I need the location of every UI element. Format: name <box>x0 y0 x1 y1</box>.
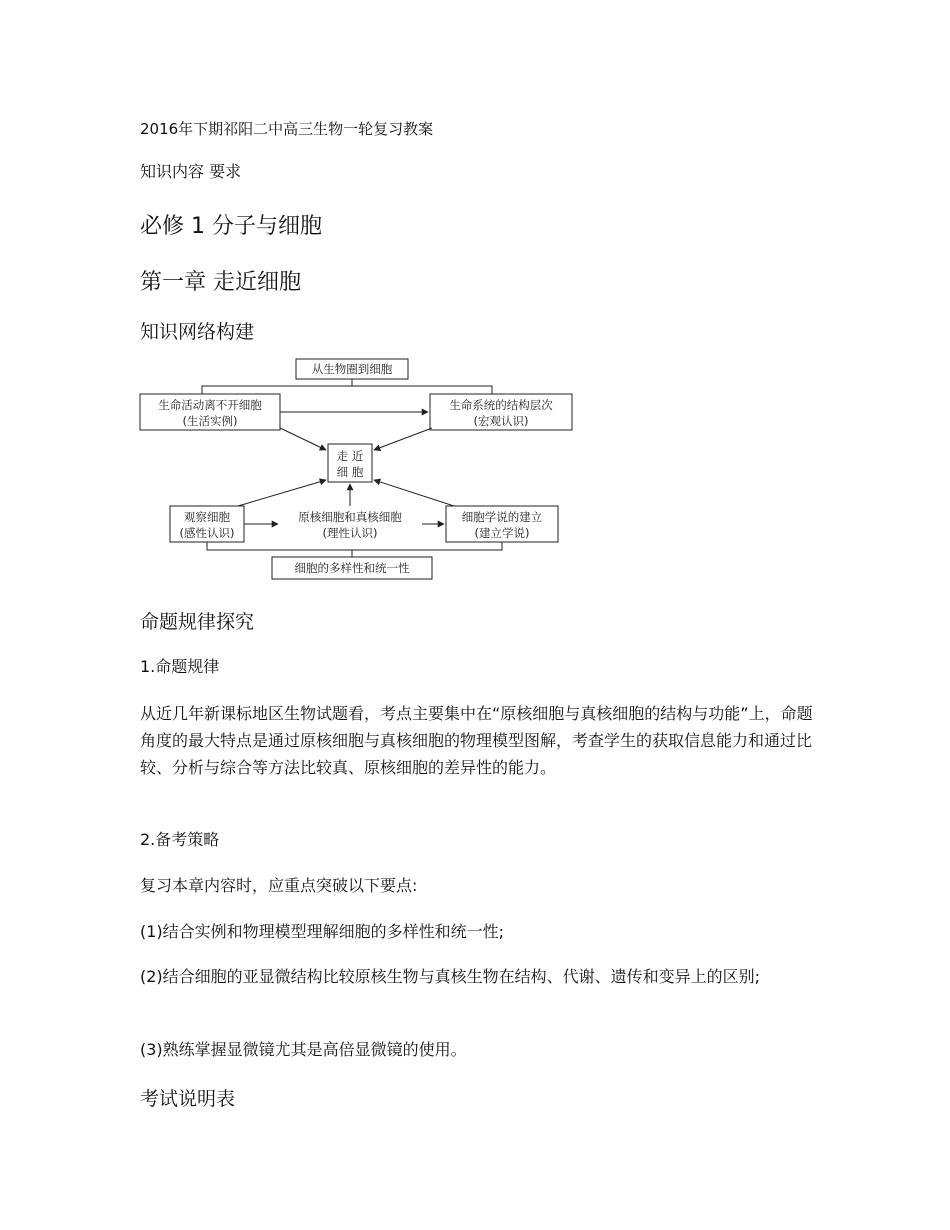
diagram-left-top-line2: (生活实例) <box>182 414 238 428</box>
diagram-center-box <box>328 444 372 482</box>
diagram-left-bottom-line1: 观察细胞 <box>184 510 230 524</box>
strategy-heading: 2.备考策略 <box>140 830 220 849</box>
diagram-mid-bottom-line1: 原核细胞和真核细胞 <box>298 510 402 524</box>
diagram-right-bottom-line1: 细胞学说的建立 <box>461 510 543 524</box>
diagram-left-bottom-line2: (感性认识) <box>179 526 235 540</box>
diagram-top-box <box>296 359 408 379</box>
knowledge-requirements-label: 知识内容 要求 <box>140 162 242 181</box>
document-header: 2016年下期祁阳二中高三生物一轮复习教案 <box>140 120 434 138</box>
diagram-arrow-left-bottom-to-center <box>238 480 326 506</box>
strategy-intro: 复习本章内容时，应重点突破以下要点: <box>140 876 418 895</box>
strategy-point-2: (2)结合细胞的亚显微结构比较原核生物与真核生物在结构、代谢、遗传和变异上的区别; <box>140 967 761 986</box>
diagram-top-bracket <box>202 386 492 394</box>
rule-paragraph: 从近几年新课标地区生物试题看，考点主要集中在“原核细胞与真核细胞的结构与功能”上，命题角度的最大特点是通过原核细胞与真核细胞的物理模型图解，考查学生的获取信息能力和通过比较、分析与综合等方法比较真、原核细胞的差异性的能力。 <box>140 704 813 777</box>
diagram-center-line1: 走 近 <box>336 449 364 463</box>
chapter-title: 第一章 走近细胞 <box>140 270 301 295</box>
rule-heading: 1.命题规律 <box>140 657 220 676</box>
diagram-left-top-box <box>140 394 280 430</box>
diagram-right-bottom-line2: (建立学说) <box>474 526 530 540</box>
module-title: 必修 1 分子与细胞 <box>140 214 322 239</box>
strategy-point-1: (1)结合实例和物理模型理解细胞的多样性和统一性; <box>140 922 505 941</box>
diagram-right-top-line2: (宏观认识) <box>473 414 529 428</box>
diagram-bottom-box <box>272 557 432 579</box>
diagram-bottom-bracket <box>207 542 502 550</box>
diagram-center-line2: 细 胞 <box>336 465 364 479</box>
diagram-arrow-left-top-to-center <box>280 428 326 450</box>
strategy-point-3: (3)熟练掌握显微镜尤其是高倍显微镜的使用。 <box>140 1040 467 1059</box>
diagram-right-top-box <box>430 394 572 430</box>
knowledge-network-diagram <box>138 356 578 586</box>
diagram-left-top-line1: 生命活动离不开细胞 <box>158 398 262 412</box>
diagram-arrow-right-bottom-to-center <box>374 480 454 506</box>
exam-table-title: 考试说明表 <box>140 1088 236 1110</box>
diagram-arrow-right-top-to-center <box>374 428 432 450</box>
diagram-bottom-label: 细胞的多样性和统一性 <box>294 561 410 575</box>
diagram-right-top-line1: 生命系统的结构层次 <box>449 398 553 412</box>
knowledge-network-title: 知识网络构建 <box>140 321 255 343</box>
diagram-mid-bottom-line2: (理性认识) <box>322 526 378 540</box>
diagram-left-bottom-box <box>170 506 244 542</box>
diagram-right-bottom-box <box>446 506 558 542</box>
diagram-top-label: 从生物圈到细胞 <box>311 362 393 376</box>
exam-pattern-section-title: 命题规律探究 <box>140 611 255 633</box>
